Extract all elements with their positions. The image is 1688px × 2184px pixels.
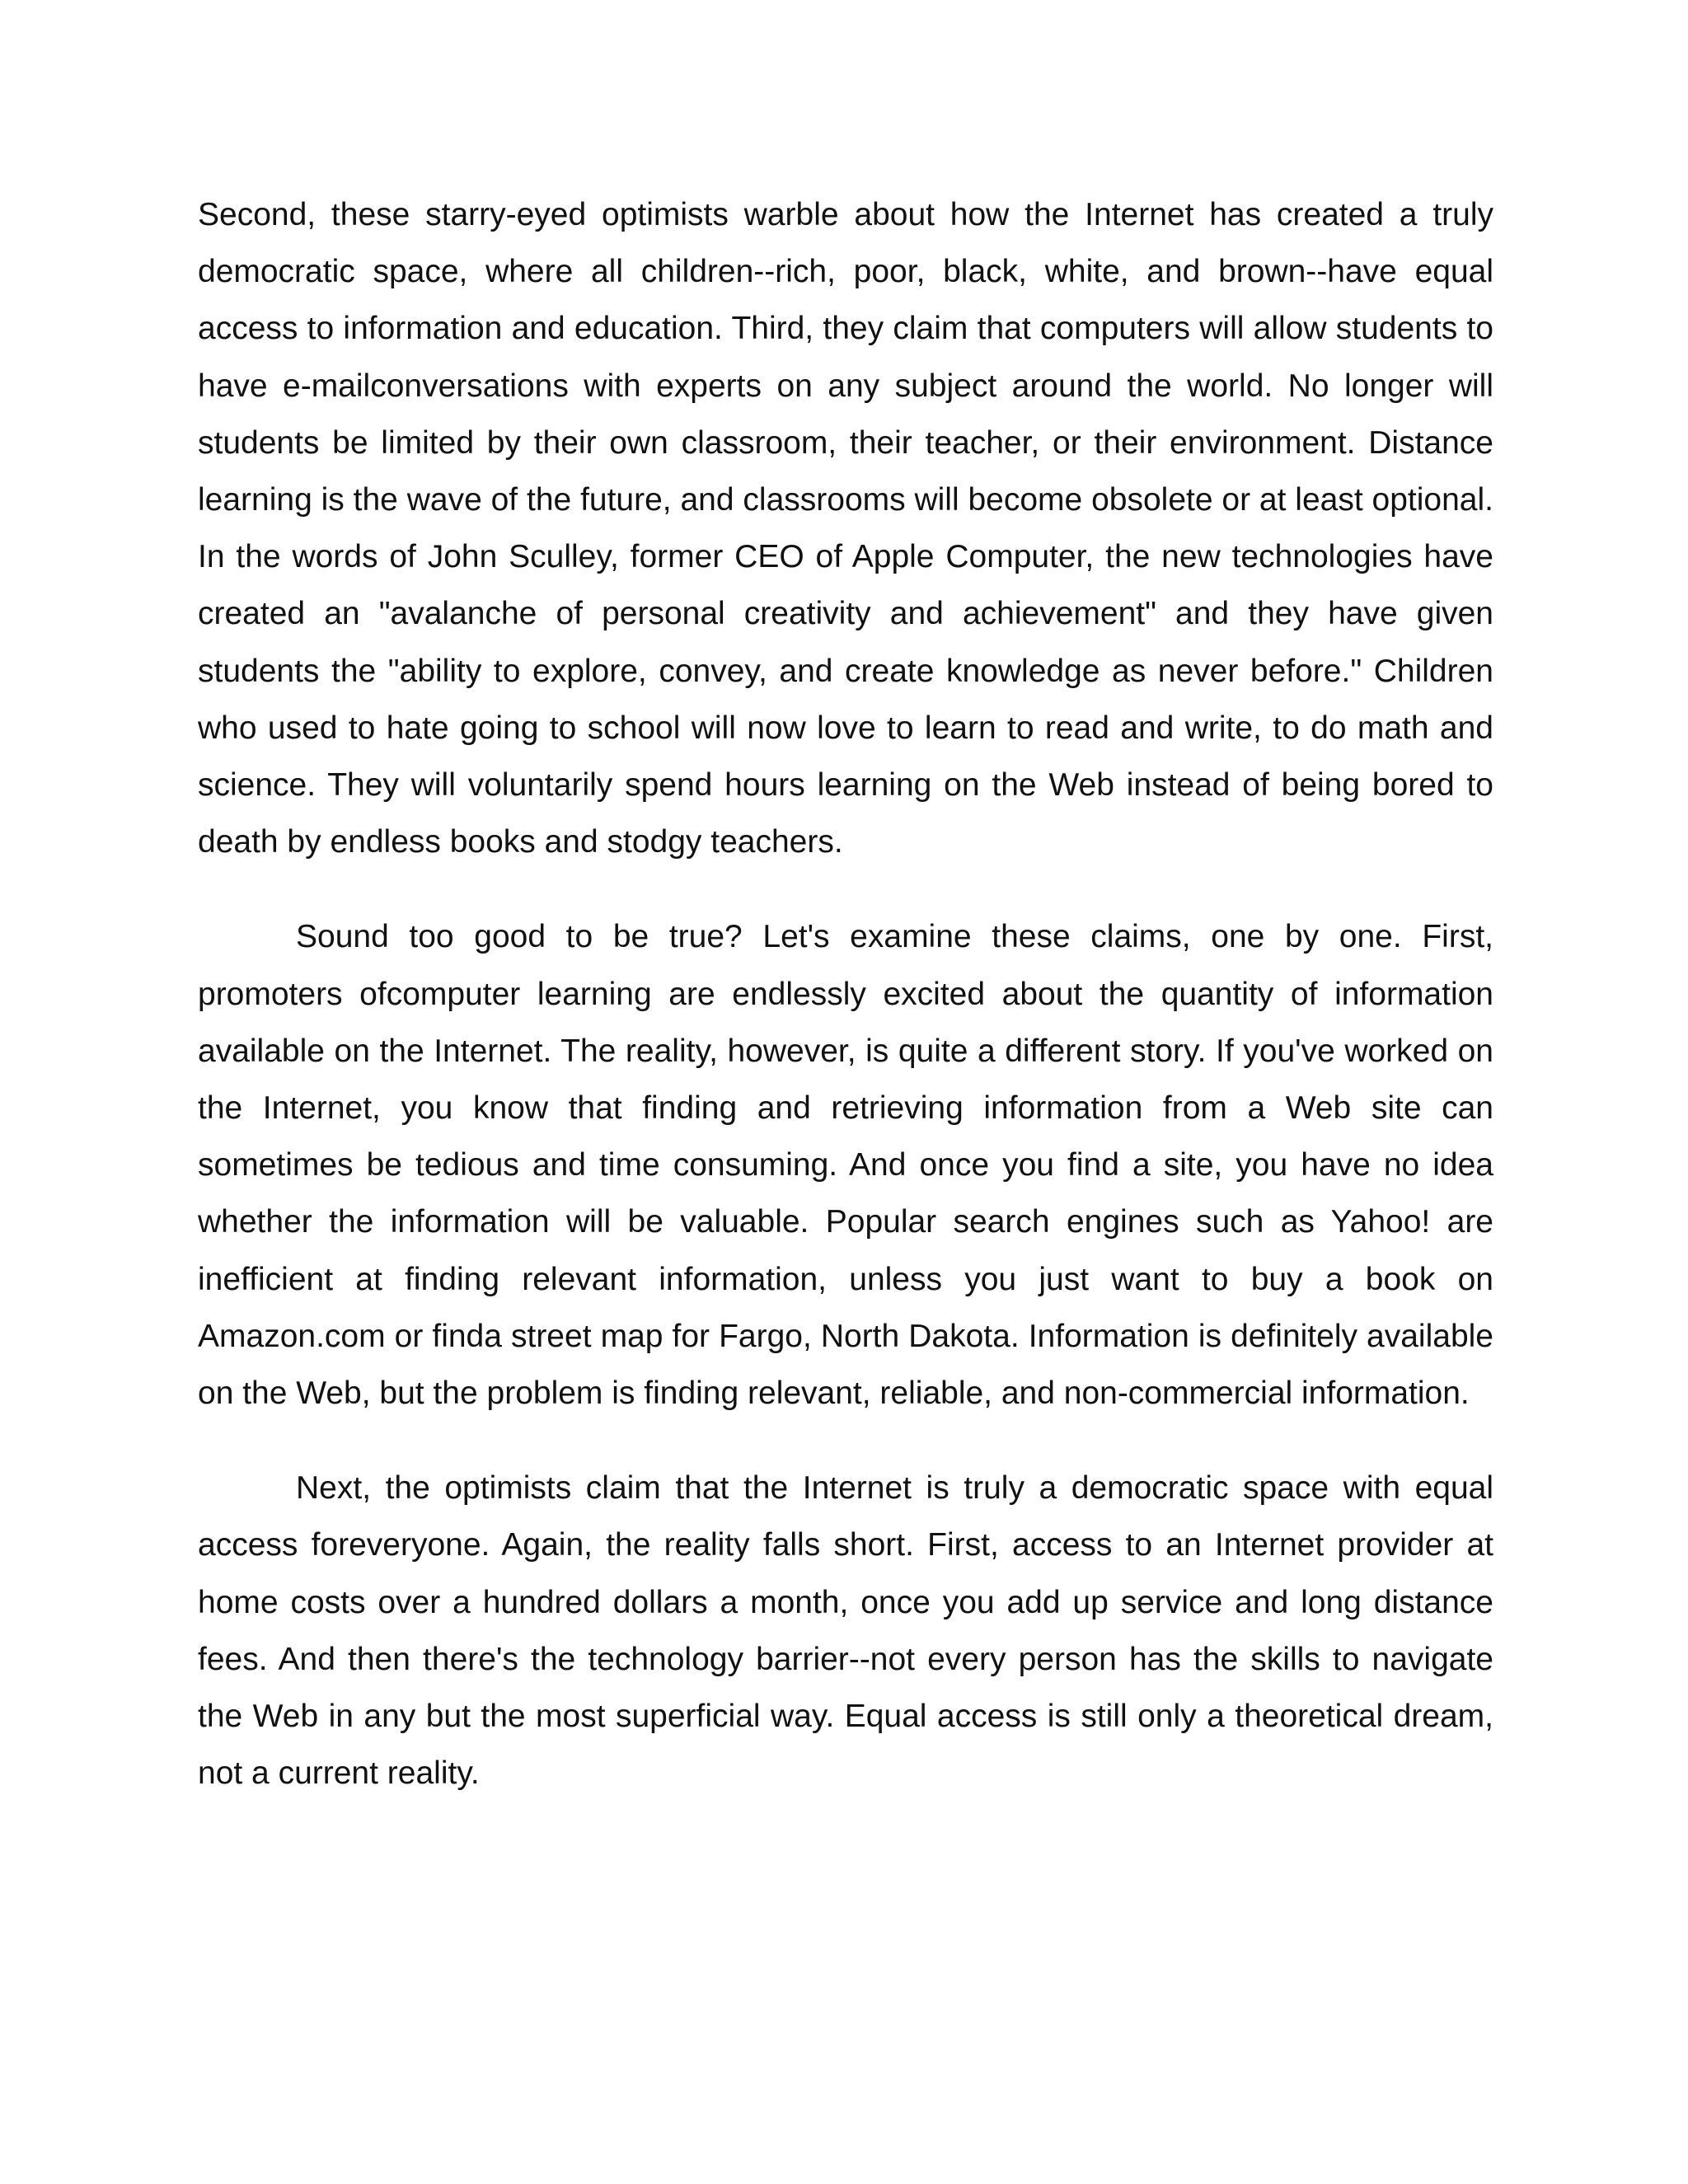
paragraph-3: Next, the optimists claim that the Internet is truly a democratic space with equal access foreveryone. Again, the reality falls short. First, access to an Internet provider at home costs over a hundred dollars a month, once you add up service and long distance fees. And then there's the technology barrier--not every person has the skills to navigate the Web in any but the most superficial way. Equal access is still only a theoretical dream, not a current reality. (198, 1470, 1493, 1792)
document-body (198, 186, 1493, 1802)
paragraph-2: Sound too good to be true? Let's examine these claims, one by one. First, promoters ofcomputer learning are endlessly excited about the quantity of information available on the Internet. The reality, however, is quite a different story. If you've worked on the Internet, you know that finding and retrieving information from a Web site can sometimes be tedious and time consuming. And once you find a site, you have no idea whether the information will be valuable. Popular search engines such as Yahoo! are inefficient at finding relevant information, unless you just want to buy a book on Amazon.com or finda street map for Fargo, North Dakota. Information is definitely available on the Web, but the problem is finding relevant, reliable, and non-commercial information. (198, 919, 1493, 1412)
paragraph-1: Second, these starry-eyed optimists warble about how the Internet has created a truly democratic space, where all children--rich, poor, black, white, and brown--have equal access to information and education. Third, they claim that computers will allow students to have e-mailconversations with experts on any subject around the world. No longer will students be limited by their own classroom, their teacher, or their environment. Distance learning is the wave of the future, and classrooms will become obsolete or at least optional. In the words of John Sculley, former CEO of Apple Computer, the new technologies have created an "avalanche of personal creativity and achievement" and they have given students the "ability to explore, convey, and create knowledge as never before." Children who used to hate going to school will now love to learn to read and write, to do math and science. They will voluntarily spend hours learning on the Web instead of being bored to death by endless books and stodgy teachers. (198, 197, 1493, 860)
